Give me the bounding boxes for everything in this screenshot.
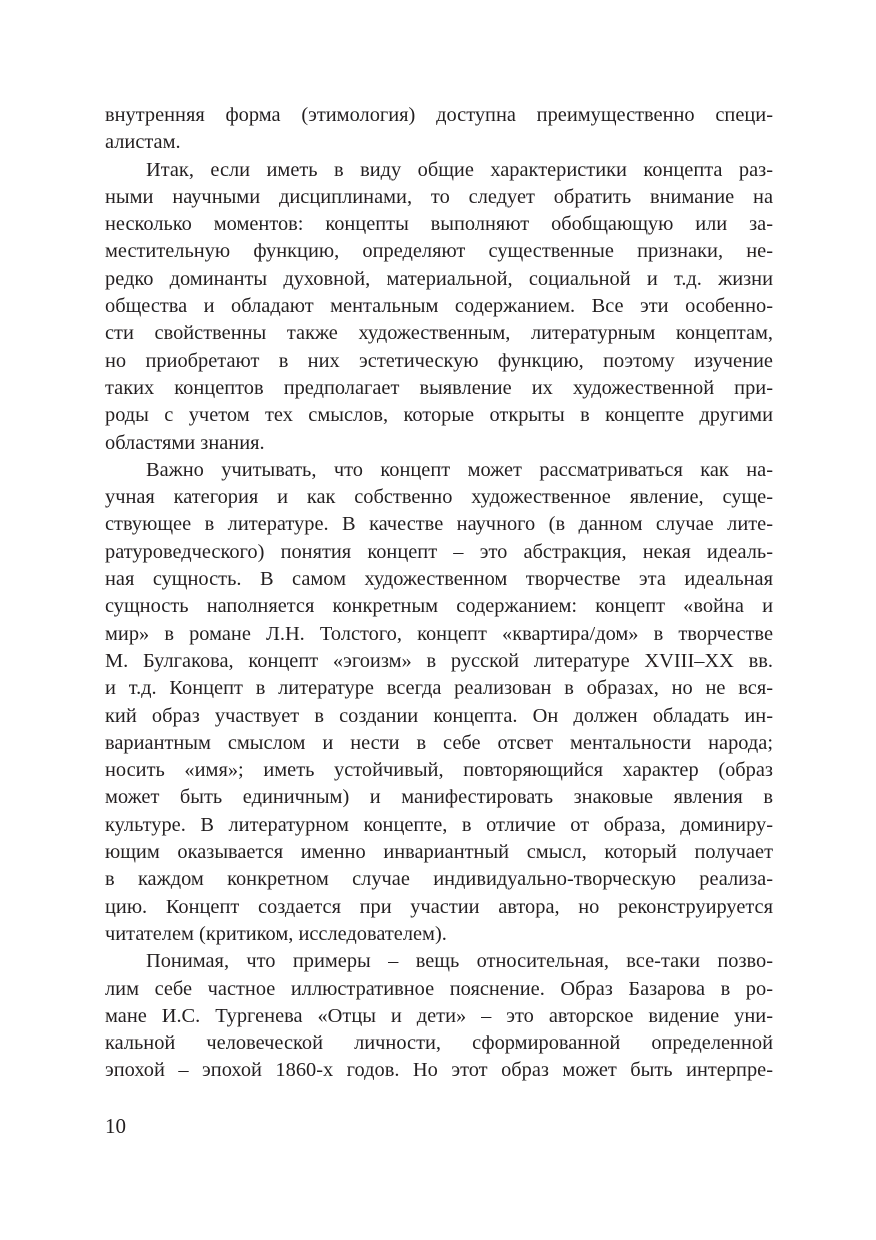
text-line: Итак, если иметь в виду общие характеристики концепта раз- (146, 158, 773, 181)
text-line: кий образ участвует в создании концепта. Он должен обладать ин- (105, 704, 773, 727)
text-line: областями знания. (105, 431, 265, 454)
text-line: сти свойственны также художественным, литературным концептам, (105, 322, 773, 345)
text-line: ная сущность. В самом художественном творчестве эта идеальная (105, 568, 773, 591)
text-line: сущность наполняется конкретным содержанием: концепт «война и (105, 595, 773, 618)
text-line: учная категория и как собственно художественное явление, суще- (105, 486, 773, 509)
text-line: ратуроведческого) понятия концепт – это абстракция, некая идеаль- (105, 540, 773, 563)
text-line: носить «имя»; иметь устойчивый, повторяющийся характер (образ (105, 759, 773, 782)
paragraph (105, 457, 773, 948)
text-line: М. Булгакова, концепт «эгоизм» в русской литературе XVIII–XX вв. (105, 649, 773, 672)
text-line: лим себе частное иллюстративное пояснение. Образ Базарова в ро- (105, 977, 773, 1000)
page-number: 10 (105, 1114, 126, 1138)
text-line: несколько моментов: концепты выполняют обобщающую или за- (105, 213, 773, 236)
text-line: алистам. (105, 131, 181, 154)
text-line: редко доминанты духовной, материальной, социальной и т.д. жизни (105, 267, 773, 290)
text-line: кальной человеческой личности, сформированной определенной (105, 1032, 773, 1055)
text-line: роды с учетом тех смыслов, которые открыты в концепте другими (105, 404, 773, 427)
text-line: может быть единичным) и манифестировать знаковые явления в (105, 786, 773, 809)
paragraph (105, 102, 773, 157)
text-line: эпохой – эпохой 1860-х годов. Но этот образ может быть интерпре- (105, 1059, 773, 1082)
text-line: мир» в романе Л.Н. Толстого, концепт «квартира/дом» в творчестве (105, 622, 773, 645)
text-line: внутренняя форма (этимология) доступна преимущественно специ- (105, 104, 773, 126)
paragraph (105, 157, 773, 457)
text-line: ными научными дисциплинами, то следует обратить внимание на (105, 185, 773, 208)
text-line: Понимая, что примеры – вещь относительная, все-таки позво- (146, 950, 773, 973)
text-line: общества и обладают ментальным содержанием. Все эти особенно- (105, 295, 773, 318)
text-line: ющим оказывается именно инвариантный смысл, который получает (105, 841, 773, 864)
text-line: и т.д. Концепт в литературе всегда реализован в образах, но не вся- (105, 677, 773, 700)
text-line: местительную функцию, определяют существенные признаки, не- (105, 240, 773, 263)
text-line: в каждом конкретном случае индивидуально-творческую реализа- (105, 868, 773, 891)
text-line: Важно учитывать, что концепт может рассматриваться как на- (146, 458, 773, 481)
body-text (105, 102, 773, 1085)
text-line: цию. Концепт создается при участии автора, но реконструируется (105, 895, 773, 918)
text-line: но приобретают в них эстетическую функцию, поэтому изучение (105, 349, 773, 372)
paragraph (105, 948, 773, 1084)
text-line: мане И.С. Тургенева «Отцы и дети» – это авторское видение уни- (105, 1004, 773, 1027)
text-line: таких концептов предполагает выявление их художественной при- (105, 376, 773, 399)
text-line: вариантным смыслом и нести в себе отсвет ментальности народа; (105, 731, 773, 754)
text-line: читателем (критиком, исследователем). (105, 922, 447, 945)
text-line: культуре. В литературном концепте, в отличие от образа, доминиру- (105, 813, 773, 836)
text-line: ствующее в литературе. В качестве научного (в данном случае лите- (105, 513, 773, 536)
